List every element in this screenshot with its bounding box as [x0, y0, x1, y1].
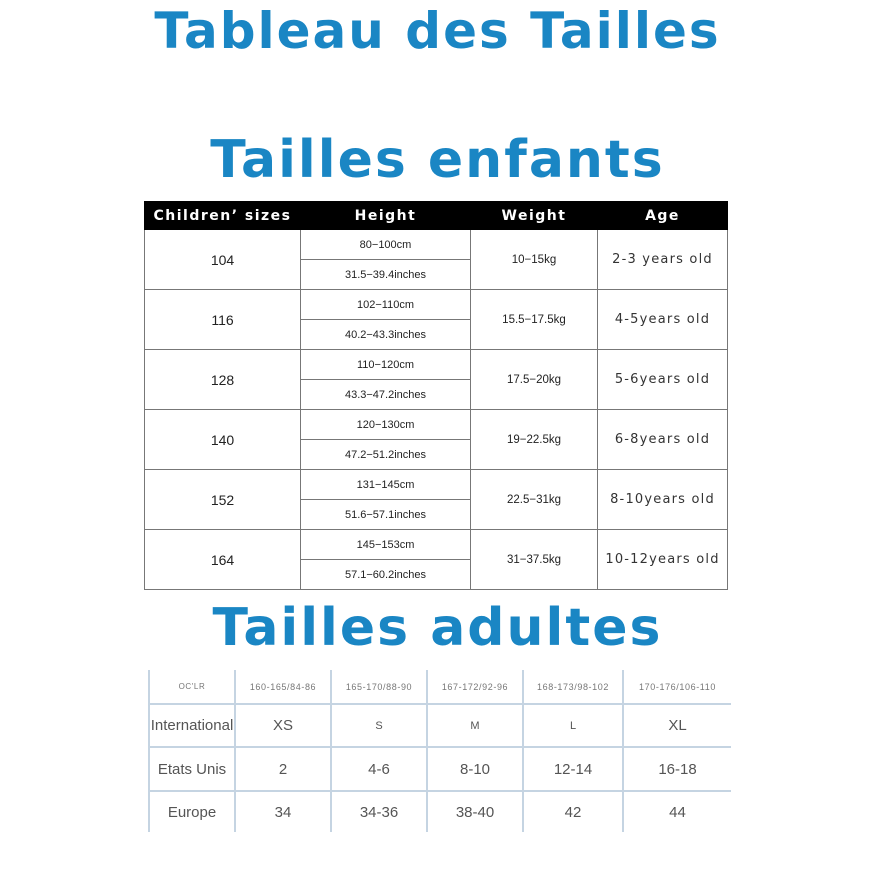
table-row	[149, 747, 731, 791]
height-cm-cell: 80−100cm	[301, 230, 471, 260]
height-cm-cell: 145−153cm	[301, 530, 471, 560]
table-cell: 16-18	[623, 747, 731, 791]
children-section-title: Tailles enfants	[210, 130, 665, 190]
weight-cell: 19−22.5kg	[471, 410, 598, 470]
adult-header-row	[149, 670, 731, 704]
table-cell: 34	[235, 791, 331, 832]
adult-section-title: Tailles adultes	[212, 598, 663, 658]
size-cell: 152	[145, 470, 301, 530]
row-label-etats-unis: Etats Unis	[149, 747, 235, 791]
height-in-cell: 57.1−60.2inches	[301, 560, 471, 590]
size-cell: 116	[145, 290, 301, 350]
weight-cell: 10−15kg	[471, 230, 598, 290]
header-height: Height	[301, 202, 471, 230]
table-cell: L	[523, 704, 623, 747]
table-row	[145, 290, 728, 320]
table-cell: 44	[623, 791, 731, 832]
column-header: 165-170/88-90	[331, 670, 427, 704]
table-row	[145, 470, 728, 500]
corner-label: OC'LR	[149, 670, 235, 704]
age-cell: 5-6years old	[598, 350, 728, 410]
height-in-cell: 47.2−51.2inches	[301, 440, 471, 470]
height-in-cell: 43.3−47.2inches	[301, 380, 471, 410]
height-cm-cell: 110−120cm	[301, 350, 471, 380]
table-cell: XL	[623, 704, 731, 747]
table-row	[149, 704, 731, 747]
table-cell: 42	[523, 791, 623, 832]
size-cell: 104	[145, 230, 301, 290]
table-cell: 12-14	[523, 747, 623, 791]
age-cell: 6-8years old	[598, 410, 728, 470]
age-cell: 10-12years old	[598, 530, 728, 590]
height-in-cell: 31.5−39.4inches	[301, 260, 471, 290]
table-cell: 8-10	[427, 747, 523, 791]
weight-cell: 15.5−17.5kg	[471, 290, 598, 350]
adult-size-table	[148, 670, 731, 832]
size-cell: 128	[145, 350, 301, 410]
table-row	[149, 791, 731, 832]
table-cell: 4-6	[331, 747, 427, 791]
weight-cell: 31−37.5kg	[471, 530, 598, 590]
table-cell: XS	[235, 704, 331, 747]
height-cm-cell: 102−110cm	[301, 290, 471, 320]
weight-cell: 22.5−31kg	[471, 470, 598, 530]
weight-cell: 17.5−20kg	[471, 350, 598, 410]
age-cell: 4-5years old	[598, 290, 728, 350]
height-in-cell: 51.6−57.1inches	[301, 500, 471, 530]
table-cell: M	[427, 704, 523, 747]
column-header: 167-172/92-96	[427, 670, 523, 704]
row-label-europe: Europe	[149, 791, 235, 832]
table-cell: 2	[235, 747, 331, 791]
age-cell: 8-10years old	[598, 470, 728, 530]
height-in-cell: 40.2−43.3inches	[301, 320, 471, 350]
table-row	[145, 350, 728, 380]
size-cell: 140	[145, 410, 301, 470]
table-row	[145, 410, 728, 440]
header-weight: Weight	[471, 202, 598, 230]
table-cell: S	[331, 704, 427, 747]
table-cell: 34-36	[331, 791, 427, 832]
height-cm-cell: 131−145cm	[301, 470, 471, 500]
height-cm-cell: 120−130cm	[301, 410, 471, 440]
column-header: 168-173/98-102	[523, 670, 623, 704]
column-header: 160-165/84-86	[235, 670, 331, 704]
header-children-sizes: Children’ sizes	[145, 202, 301, 230]
table-row	[145, 230, 728, 260]
table-row	[145, 530, 728, 560]
row-label-international: International	[149, 704, 235, 747]
page-title: Tableau des Tailles	[154, 2, 721, 60]
children-size-table	[144, 201, 728, 590]
table-header-row	[145, 202, 728, 230]
size-cell: 164	[145, 530, 301, 590]
table-cell: 38-40	[427, 791, 523, 832]
column-header: 170-176/106-110	[623, 670, 731, 704]
header-age: Age	[598, 202, 728, 230]
age-cell: 2-3 years old	[598, 230, 728, 290]
